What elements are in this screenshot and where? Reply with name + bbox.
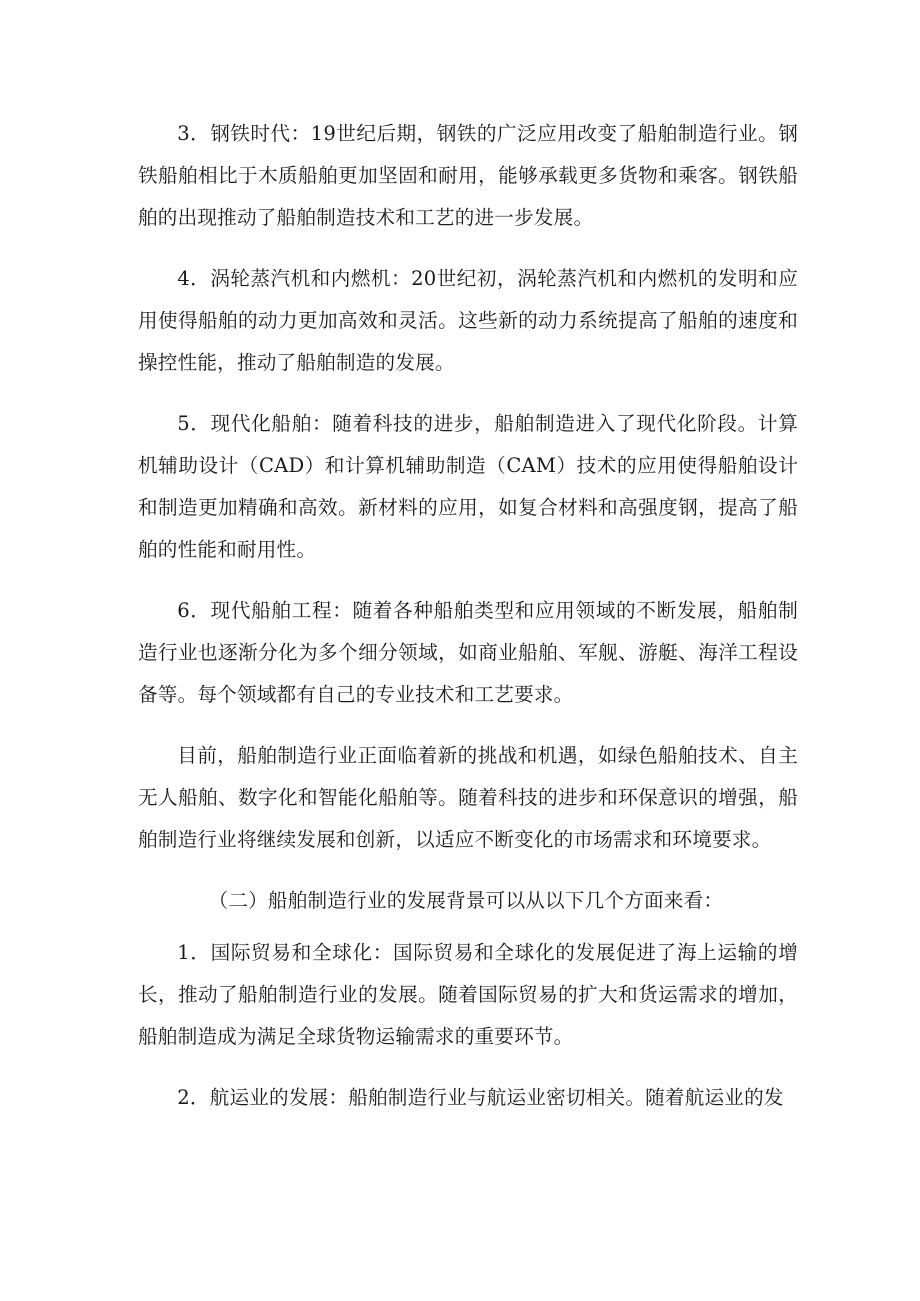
paragraph-steel-era: 3．钢铁时代：19世纪后期，钢铁的广泛应用改变了船舶制造行业。钢铁船舶相比于木质船舶更加坚固和耐用，能够承载更多货物和乘客。钢铁船舶的出现推动了船舶制造技术和工艺的进一步发展。 [138, 122, 798, 229]
paragraph-current-challenges: 目前，船舶制造行业正面临着新的挑战和机遇，如绿色船舶技术、自主无人船舶、数字化和智能化船舶等。随着科技的进步和环保意识的增强，船舶制造行业将继续发展和创新，以适应不断变化的市场需求和环境要求。 [138, 744, 798, 851]
paragraph-turbine-engines: 4．涡轮蒸汽机和内燃机：20世纪初，涡轮蒸汽机和内燃机的发明和应用使得船舶的动力更加高效和灵活。这些新的动力系统提高了船舶的速度和操控性能，推动了船舶制造的发展。 [138, 267, 798, 374]
paragraph-international-trade: 1．国际贸易和全球化：国际贸易和全球化的发展促进了海上运输的增长，推动了船舶制造行业的发展。随着国际贸易的扩大和货运需求的增加，船舶制造成为满足全球货物运输需求的重要环节。 [138, 941, 798, 1048]
paragraph-modern-ships: 5．现代化船舶：随着科技的进步，船舶制造进入了现代化阶段。计算机辅助设计（CAD）和计算机辅助制造（CAM）技术的应用使得船舶设计和制造更加精确和高效。新材料的应用，如复合材料和高强度钢，提高了船舶的性能和耐用性。 [138, 412, 798, 561]
paragraph-modern-ship-engineering: 6．现代船舶工程：随着各种船舶类型和应用领域的不断发展，船舶制造行业也逐渐分化为多个细分领域，如商业船舶、军舰、游艇、海洋工程设备等。每个领域都有自己的专业技术和工艺要求。 [138, 599, 798, 706]
paragraph-shipping-industry: 2．航运业的发展：船舶制造行业与航运业密切相关。随着航运业的发 [177, 1086, 784, 1109]
section-heading: （二）船舶制造行业的发展背景可以从以下几个方面来看： [208, 889, 724, 912]
document-body [138, 113, 798, 1138]
